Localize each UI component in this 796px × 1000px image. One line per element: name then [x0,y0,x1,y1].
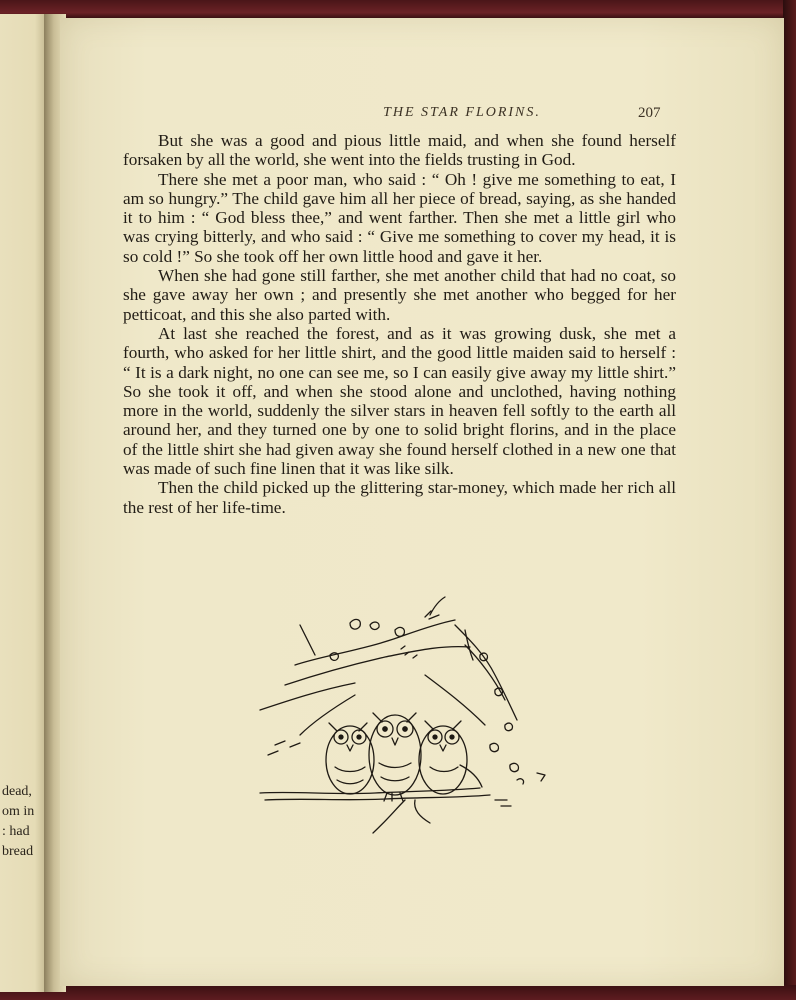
paragraph: But she was a good and pious little maid, and when she found herself forsaken by all the world, she went into the fields trusting in God. [123,131,676,170]
running-title: THE STAR FLORINS. [383,105,541,120]
paragraph: At last she reached the forest, and as it was growing dusk, she met a fourth, who asked for her little shirt, and the good little maiden said to herself : “ It is a dark night, no one can see me, so I can easily give away my little shirt.” So she took it off, and when she stood alone and unclothed, having nothing more in the world, suddenly the silver stars in heaven fell softly to the earth all around her, and they turned one by one to solid bright florins, and in the place of the little shirt she had given away she found herself clothed in a new one that was made of such fine linen that it was like silk. [123,323,676,479]
book-cover-right [783,0,796,1000]
body-text [123,131,676,517]
paragraph: Then the child picked up the glittering star-money, which made her rich all the rest of her life-time. [123,478,676,517]
left-page-fragment: dead, [2,784,32,799]
book-cover-bottom [0,985,796,1000]
paragraph: There she met a poor man, who said : “ Oh ! give me something to eat, I am so hungry.” The child gave him all her piece of bread, saying, as she handed it to him : “ God bless thee,” and went farther. Then she met a little girl who was crying bitterly, and who said : “ Give me something to cover my head, it is so cold !” So she took off her own little hood and gave it her. [123,169,676,266]
left-page-edge [0,14,50,992]
paragraph: When she had gone still farther, she met another child that had no coat, so she gave away her own ; and presently she met another who begged for her petticoat, and this she also parted with. [123,266,676,324]
left-page-fragment: : had [2,824,30,839]
left-page-fragment: bread [2,844,34,859]
owls-on-branch-illustration [255,595,555,840]
left-page-fragment: om in [2,804,35,819]
running-head [60,105,784,125]
book-cover-top [0,0,796,18]
page-number: 207 [638,105,661,121]
